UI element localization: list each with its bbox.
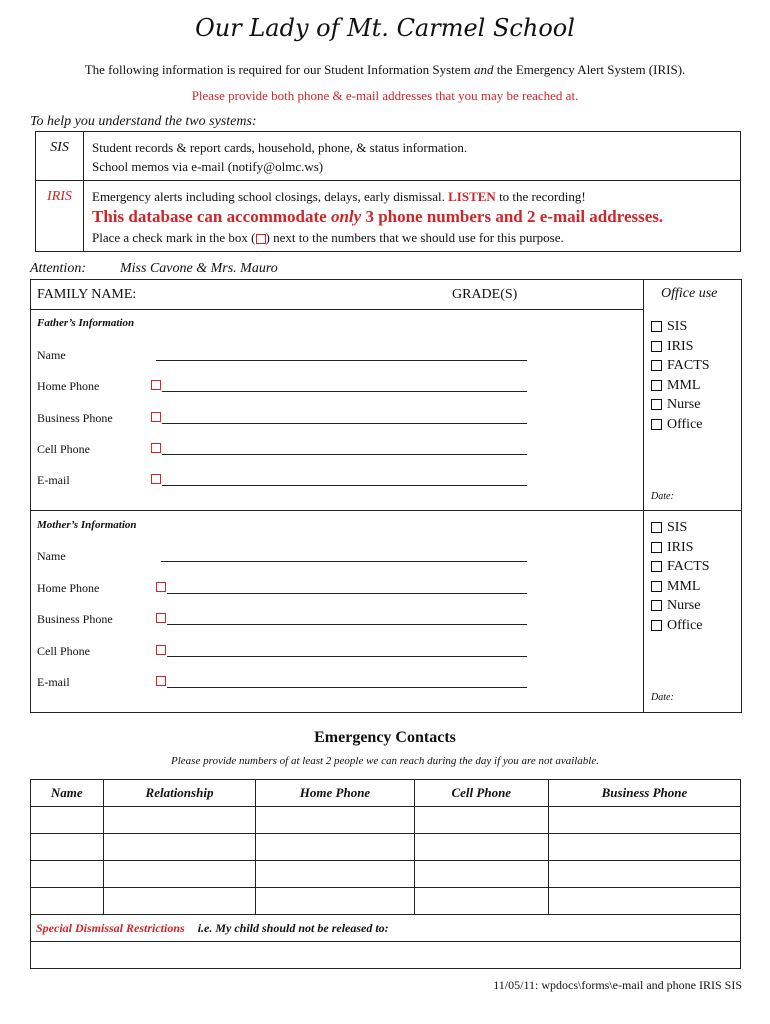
mother-section-label: Mother’s Information	[37, 519, 137, 531]
office-checkbox-icon[interactable]	[651, 600, 662, 611]
school-title: Our Lady of Mt. Carmel School	[195, 14, 575, 42]
mother-cell-checkbox[interactable]	[156, 645, 166, 655]
mother-office-date: Date:	[651, 692, 674, 703]
office-item[interactable]: IRIS	[651, 538, 710, 558]
table-cell[interactable]	[31, 834, 104, 861]
table-cell[interactable]	[548, 861, 740, 888]
mother-email-field[interactable]	[167, 687, 527, 688]
office-item[interactable]: SIS	[651, 518, 710, 538]
office-item[interactable]: SIS	[651, 317, 710, 337]
mother-email-label: E-mail	[37, 675, 70, 689]
father-name-field[interactable]	[156, 360, 527, 361]
iris-line-3-pre: Place a check mark in the box (	[92, 230, 256, 245]
office-item[interactable]: Office	[651, 415, 710, 435]
mother-name-field[interactable]	[161, 561, 527, 562]
iris-line-3	[92, 228, 732, 247]
office-item[interactable]: FACTS	[651, 557, 710, 577]
iris-description	[84, 181, 741, 252]
office-item[interactable]: Nurse	[651, 395, 710, 415]
office-checkbox-icon[interactable]	[651, 341, 662, 352]
table-cell[interactable]	[256, 834, 414, 861]
office-item[interactable]: Nurse	[651, 596, 710, 616]
father-section-label: Father’s Information	[37, 317, 135, 329]
office-item[interactable]: MML	[651, 376, 710, 396]
office-checkbox-icon[interactable]	[651, 321, 662, 332]
table-cell[interactable]	[548, 807, 740, 834]
father-email-label: E-mail	[37, 473, 70, 487]
father-home-field[interactable]	[162, 391, 527, 392]
table-cell[interactable]	[548, 834, 740, 861]
attention-label: Attention:	[30, 261, 86, 276]
father-email-checkbox[interactable]	[151, 474, 161, 484]
table-cell[interactable]	[31, 888, 104, 915]
capacity-pre: This database can accommodate	[92, 207, 327, 226]
emergency-subtitle: Please provide numbers of at least 2 people we can reach during the day if you are not available.	[171, 755, 599, 767]
father-business-label: Business Phone	[37, 411, 113, 425]
father-cell-field[interactable]	[162, 454, 527, 455]
table-cell[interactable]	[103, 861, 256, 888]
office-item[interactable]: Office	[651, 616, 710, 636]
office-checkbox-icon[interactable]	[651, 419, 662, 430]
systems-table	[35, 131, 741, 252]
sis-line-1: Student records & report cards, household, phone, & status information.	[92, 140, 468, 155]
systems-heading: To help you understand the two systems:	[30, 114, 257, 129]
restrictions-input[interactable]	[31, 942, 741, 969]
father-name-label: Name	[37, 348, 66, 362]
iris-capacity-line	[92, 206, 732, 228]
father-business-checkbox[interactable]	[151, 412, 161, 422]
table-row	[31, 834, 741, 861]
father-business-field[interactable]	[162, 423, 527, 424]
intro-red-text: Please provide both phone & e-mail addresses that you may be reached at.	[191, 88, 579, 103]
grade-label: GRADE(S)	[452, 287, 518, 302]
table-cell[interactable]	[103, 888, 256, 915]
table-cell[interactable]	[103, 807, 256, 834]
col-business-phone: Business Phone	[548, 780, 740, 807]
table-cell[interactable]	[414, 807, 548, 834]
mother-name-label: Name	[37, 549, 66, 563]
col-relationship: Relationship	[103, 780, 256, 807]
footer-text: 11/05/11: wpdocs\forms\e-mail and phone IRIS SIS	[493, 978, 742, 992]
mother-email-checkbox[interactable]	[156, 676, 166, 686]
table-row	[31, 807, 741, 834]
intro-pre: The following information is required for our Student Information System	[84, 62, 471, 77]
table-cell[interactable]	[256, 807, 414, 834]
mother-business-checkbox[interactable]	[156, 613, 166, 623]
office-item[interactable]: FACTS	[651, 356, 710, 376]
intro-text	[0, 62, 770, 78]
father-cell-label: Cell Phone	[37, 442, 90, 456]
iris-line-1-post: to the recording!	[499, 189, 586, 204]
restrictions-cell	[31, 915, 741, 942]
family-form-box	[30, 279, 742, 713]
capacity-only: only	[330, 207, 362, 226]
table-cell[interactable]	[256, 888, 414, 915]
checkbox-sample-icon	[256, 234, 266, 244]
table-cell[interactable]	[31, 861, 104, 888]
parent-divider	[30, 510, 741, 511]
father-office-date: Date:	[651, 491, 674, 502]
office-checkbox-icon[interactable]	[651, 581, 662, 592]
table-cell[interactable]	[256, 861, 414, 888]
mother-home-field[interactable]	[167, 593, 527, 594]
mother-cell-label: Cell Phone	[37, 644, 90, 658]
office-checkbox-icon[interactable]	[651, 399, 662, 410]
father-email-field[interactable]	[162, 485, 527, 486]
restrictions-text: i.e. My child should not be released to:	[197, 920, 389, 935]
family-name-label: FAMILY NAME:	[37, 287, 137, 302]
attention-names: Miss Cavone & Mrs. Mauro	[120, 261, 278, 276]
table-cell[interactable]	[548, 888, 740, 915]
office-checkbox-icon[interactable]	[651, 360, 662, 371]
mother-cell-field[interactable]	[167, 656, 527, 657]
sis-description	[84, 132, 741, 181]
sis-label: SIS	[36, 132, 84, 181]
table-cell[interactable]	[31, 807, 104, 834]
restrictions-input-row	[31, 942, 741, 969]
father-home-checkbox[interactable]	[151, 380, 161, 390]
mother-home-checkbox[interactable]	[156, 582, 166, 592]
col-cell-phone: Cell Phone	[414, 780, 548, 807]
iris-line-1	[92, 187, 732, 206]
office-checkbox-icon[interactable]	[651, 620, 662, 631]
office-item[interactable]: MML	[651, 577, 710, 597]
emergency-table	[30, 779, 741, 969]
capacity-post: 3 phone numbers and 2 e-mail addresses.	[365, 207, 664, 226]
mother-home-label: Home Phone	[37, 581, 100, 595]
table-cell[interactable]	[103, 834, 256, 861]
mother-business-label: Business Phone	[37, 612, 113, 626]
family-row-divider	[30, 309, 643, 310]
office-item[interactable]: IRIS	[651, 337, 710, 357]
restrictions-row	[31, 915, 741, 942]
mother-business-field[interactable]	[167, 624, 527, 625]
emergency-header-row	[31, 780, 741, 807]
table-cell[interactable]	[414, 888, 548, 915]
sis-line-2: School memos via e-mail (notify@olmc.ws)	[92, 159, 324, 174]
col-name: Name	[31, 780, 104, 807]
col-home-phone: Home Phone	[256, 780, 414, 807]
office-checkbox-icon[interactable]	[651, 542, 662, 553]
iris-label: IRIS	[36, 181, 84, 252]
father-cell-checkbox[interactable]	[151, 443, 161, 453]
restrictions-label: Special Dismissal Restrictions	[36, 920, 185, 935]
table-cell[interactable]	[414, 861, 548, 888]
office-checkbox-icon[interactable]	[651, 522, 662, 533]
office-checkbox-icon[interactable]	[651, 561, 662, 572]
iris-line-1-pre: Emergency alerts including school closings, delays, early dismissal.	[92, 189, 445, 204]
emergency-title: Emergency Contacts	[314, 729, 456, 746]
father-office-list	[651, 317, 710, 434]
listen-text: LISTEN	[448, 189, 496, 204]
table-row	[31, 861, 741, 888]
table-cell[interactable]	[414, 834, 548, 861]
office-divider	[643, 279, 644, 712]
mother-office-list	[651, 518, 710, 635]
office-use-label: Office use	[661, 286, 718, 301]
table-row	[31, 888, 741, 915]
iris-line-3-post: ) next to the numbers that we should use for this purpose.	[265, 230, 564, 245]
father-home-label: Home Phone	[37, 379, 100, 393]
office-checkbox-icon[interactable]	[651, 380, 662, 391]
intro-and: and	[473, 62, 494, 77]
intro-post: the Emergency Alert System (IRIS).	[496, 62, 686, 77]
